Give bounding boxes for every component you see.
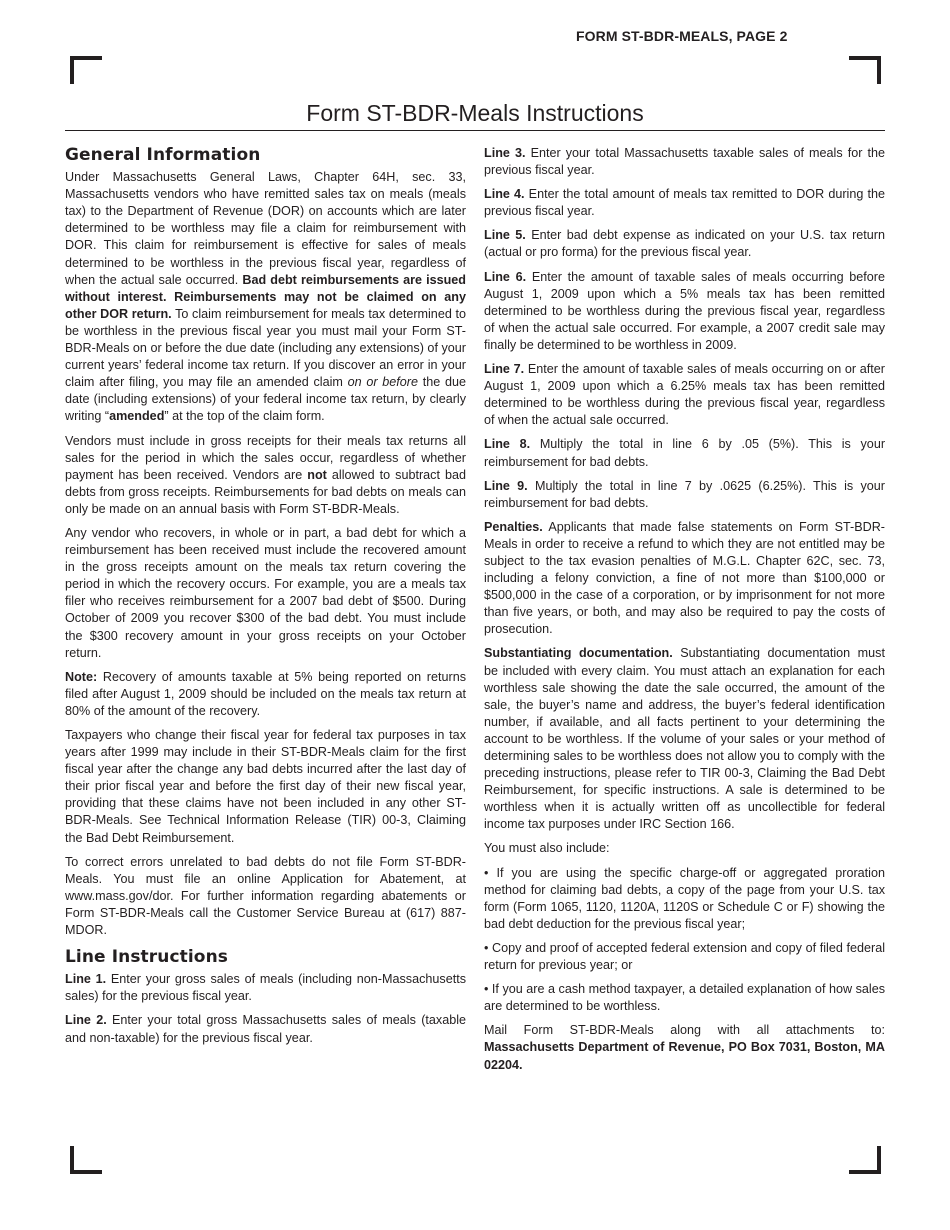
text-run: allowed to subtract bad debts from gross receipts. Reimbursements for bad debts on meals can only be made on an annual basis with Form ST-BDR-Meals. — [65, 467, 467, 516]
line-2-instruction — [65, 1012, 466, 1046]
text-run: Enter your gross sales of meals (including non-Massachusetts sales) for the previous fiscal year. — [65, 972, 466, 1004]
crop-mark-top-right — [849, 56, 881, 84]
page-header: FORM ST-BDR-MEALS, PAGE 2 — [576, 28, 788, 44]
text-run: To claim reimbursement for meals tax determined to be worthless in the previous fiscal year you must mail your Form ST-BDR-Meals on or before the due date (including any extensions) of your current years’ federal income tax return. If you discover an error in your claim after filing, you may file an amended claim — [65, 306, 466, 390]
general-info-paragraph-3: Any vendor who recovers, in whole or in part, a bad debt for which a reimbursement has been received must include the recovered amount in the gross receipts amount on the meals tax return covering the period in which the recovery occurs. For example, you are a meals tax filer who receives reimbursement for a 2007 bad debt of $500. During October of 2009 you recover $300 of the bad debt. You must include the $300 recovery amount in your gross receipts on your October return. — [65, 525, 466, 660]
bold-text: Bad debt reimbursements are issued without interest. Reimbursements may not be claimed on any other DOR return. — [65, 272, 466, 321]
text-run: Enter your total Massachusetts taxable sales of meals for the previous fiscal year. — [484, 146, 886, 178]
text-run: Multiply the total in line 7 by .0625 (6.25%). This is your reimbursement for bad debts. — [484, 478, 885, 510]
crop-mark-bottom-left — [70, 1146, 102, 1174]
line-label: Line 2. — [65, 1013, 107, 1028]
document-title: Form ST-BDR-Meals Instructions — [306, 100, 644, 126]
text-run: the due date (including extensions) of your federal income tax return, by clearly writing “ — [65, 375, 466, 424]
text-run: Multiply the total in line 6 by .05 (5%). This is your reimbursement for bad debts. — [484, 437, 886, 469]
general-info-paragraph-5: Taxpayers who change their fiscal year for federal tax purposes in tax years after 1999 may include in their ST-BDR-Meals claim for the first fiscal year after the change any bad debts incurred after the last day of their prior fiscal year and before the first day of their new fiscal year, providing that these claims have not been included in any other ST-BDR-Meals. See Technical Information Release (TIR) 00-3, Claiming the Bad Debt Reimbursement. — [65, 728, 466, 845]
line-5-instruction — [484, 227, 885, 261]
bold-text: not — [307, 467, 327, 482]
text-run: Vendors must include in gross receipts for their meals tax returns all sales for the period in which the sales occur, regardless of whether payment has been received. Vendors are — [65, 433, 466, 482]
line-label: Line 7. — [484, 362, 525, 377]
text-run: ” at the top of the claim form. — [164, 409, 325, 424]
line-label: Line 1. — [65, 972, 107, 987]
line-label: Line 9. — [484, 478, 528, 493]
crop-mark-bottom-right — [849, 1146, 881, 1174]
italic-text: on or before — [347, 375, 419, 390]
general-info-paragraph-1 — [65, 169, 466, 425]
right-column — [484, 145, 885, 1081]
line-label: Line 3. — [484, 146, 526, 160]
text-run: Enter the total amount of meals tax remitted to DOR during the previous fiscal year. — [484, 187, 885, 219]
mailing-address: Massachusetts Department of Revenue, PO Box 7031, Boston, MA 02204. — [484, 1040, 885, 1072]
note-paragraph — [65, 669, 466, 720]
text-run: Enter your total gross Massachusetts sales of meals (taxable and non-taxable) for the previous fiscal year. — [65, 1013, 466, 1045]
line-instructions-heading: Line Instructions — [65, 947, 229, 968]
line-label: Line 8. — [484, 437, 531, 452]
bullet-item: • Copy and proof of accepted federal extension and copy of filed federal return for previous year; or — [484, 940, 885, 973]
line-9-instruction — [484, 478, 885, 512]
line-label: Line 5. — [484, 228, 526, 243]
bullet-item: • If you are using the specific charge-off or aggregated proration method for claiming bad debts, a copy of the page from your U.S. tax form (Form 1065, 1120, 1120A, 1120S or Schedule C or F) showing the bad debt deduction for the previous fiscal year; — [484, 865, 885, 931]
crop-mark-top-left — [70, 56, 102, 84]
line-1-instruction — [65, 971, 466, 1005]
text-run: Enter the amount of taxable sales of meals occurring on or after August 1, 2009 upon which a 6.25% meals tax has been remitted determined to be worthless during the previous fiscal year, regardless of when the actual sale occurred. — [484, 362, 886, 428]
line-label: Line 4. — [484, 187, 525, 202]
substantiating-label: Substantiating documentation. — [484, 646, 673, 661]
substantiating-paragraph — [484, 645, 885, 833]
general-info-paragraph-2 — [65, 433, 466, 518]
general-info-paragraph-6: To correct errors unrelated to bad debts do not file Form ST-BDR-Meals. You must file an online Application for Abatement, at www.mass.gov/dor. For further information regarding abatements or Form ST-BDR-Meals call the Customer Service Bureau at (617) 887-MDOR. — [65, 854, 466, 938]
penalties-label: Penalties. — [484, 519, 543, 534]
also-include-intro: You must also include: — [484, 841, 610, 856]
line-7-instruction — [484, 361, 885, 429]
line-6-instruction — [484, 269, 885, 354]
mail-instructions — [484, 1022, 885, 1073]
bullet-item: • If you are a cash method taxpayer, a detailed explanation of how sales are determined to be worthless. — [484, 982, 885, 1014]
text-run: Applicants that made false statements on Form ST-BDR-Meals in order to receive a refund to which they are not entitled may be subject to the tax evasion penalties of M.G.L. Chapter 62C, sec. 73, including a felony conviction, a fine of not more than $100,000 or $500,000 in the case of a corporation, or by imprisonment for not more than five years, or both, and may also be required to pay the costs of prosecution. — [484, 519, 885, 637]
general-information-heading: General Information — [65, 145, 261, 165]
penalties-paragraph — [484, 519, 885, 639]
left-column — [65, 145, 466, 1054]
bold-text: amended — [109, 409, 165, 424]
text-run: Under Massachusetts General Laws, Chapter 64H, sec. 33, Massachusetts vendors who have remitted sales tax on meals (meals tax) to the Department of Revenue (DOR) on accounts which are later determined to be worthless may file a claim for reimbursement with DOR. This claim for reimbursement is effective for sales of meals determined to be worthless in the previous fiscal year, regardless of when the actual sale occurred. — [65, 170, 466, 287]
text-run: Enter the amount of taxable sales of meals occurring before August 1, 2009 upon which a 5% meals tax has been remitted determined to be worthless during the previous fiscal year, regardless of when the actual sale occurred. For example, a 2007 credit sale may finally be determined to be worthless in 2009. — [484, 269, 885, 352]
title-divider — [65, 130, 885, 131]
line-4-instruction — [484, 186, 885, 220]
text-run: Enter bad debt expense as indicated on your U.S. tax return (actual or pro forma) for the previous fiscal year. — [484, 228, 886, 260]
line-3-instruction — [484, 145, 885, 179]
line-8-instruction — [484, 436, 885, 470]
line-label: Line 6. — [484, 269, 527, 284]
text-run: Recovery of amounts taxable at 5% being reported on returns filed after August 1, 2009 should be included on the meals tax return at 80% of the amount of the recovery. — [65, 669, 466, 718]
text-run: Substantiating documentation must be included with every claim. You must attach an explanation for each worthless sale showing the date the sale occurred, the amount of the sale, the buyer’s name and address, the buyer’s federal identification number, if available, and all facts pertinent to your determining the account to be worthless. If the volume of your sales or your method of determining sales to be worthless does not allow you to comply with the preceding instructions, please refer to TIR 00-3, Claiming the Bad Debt Reimbursement, for specific instructions. A sale is determined to be worthless when it is actually written off as uncollectible for federal income tax purposes under IRC Section 166. — [484, 646, 885, 832]
text-run: Mail Form ST-BDR-Meals along with all attachments to: — [484, 1023, 885, 1038]
note-label: Note: — [65, 669, 98, 684]
